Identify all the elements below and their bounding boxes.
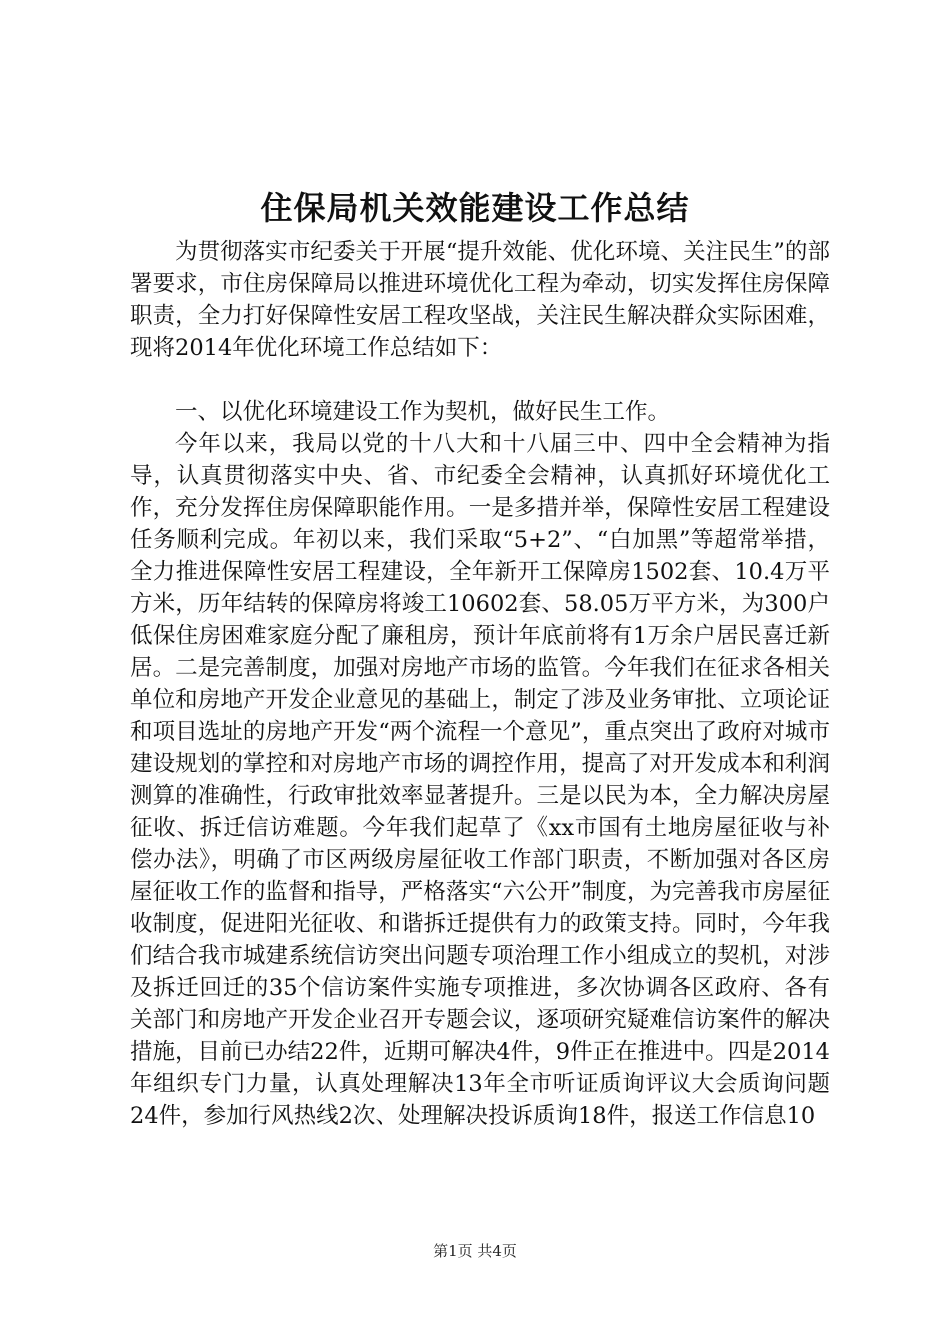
document-title: 住保局机关效能建设工作总结 (260, 189, 690, 227)
intro-paragraph: 为贯彻落实市纪委关于开展“提升效能、优化环境、关注民生”的部署要求，市住房保障局以推进环境优化工程为牵动，切实发挥住房保障职责，全力打好保障性安居工程攻坚战，关注民生解决群众实际困难，现将2014年优化环境工作总结如下： (130, 239, 830, 361)
section-heading: 一、以优化环境建设工作为契机，做好民生工作。 (175, 399, 671, 425)
paragraph-gap (130, 364, 830, 396)
document-body (130, 236, 830, 1132)
body-paragraph: 今年以来，我局以党的十八大和十八届三中、四中全会精神为指导，认真贯彻落实中央、省、市纪委全会精神，认真抓好环境优化工作，充分发挥住房保障职能作用。一是多措并举，保障性安居工程建设任务顺利完成。年初以来，我们采取“5+2”、“白加黑”等超常举措，全力推进保障性安居工程建设，全年新开工保障房1502套、10.4万平方米，历年结转的保障房将竣工10602套、58.05万平方米，为300户低保住房困难家庭分配了廉租房，预计年底前将有1万余户居民喜迁新居。二是完善制度，加强对房地产市场的监管。今年我们在征求各相关单位和房地产开发企业意见的基础上，制定了涉及业务审批、立项论证和项目选址的房地产开发“两个流程一个意见”，重点突出了政府对城市建设规划的掌控和对房地产市场的调控作用，提高了对开发成本和利润测算的准确性，行政审批效率显著提升。三是以民为本，全力解决房屋征收、拆迁信访难题。今年我们起草了《xx市国有土地房屋征收与补偿办法》，明确了市区两级房屋征收工作部门职责，不断加强对各区房屋征收工作的监督和指导，严格落实“六公开”制度，为完善我市房屋征收制度，促进阳光征收、和谐拆迁提供有力的政策支持。同时，今年我们结合我市城建系统信访突出问题专项治理工作小组成立的契机，对涉及拆迁回迁的35个信访案件实施专项推进，多次协调各区政府、各有关部门和房地产开发企业召开专题会议，逐项研究疑难信访案件的解决措施，目前已办结22件，近期可解决4件，9件正在推进中。四是2014年组织专门力量，认真处理解决13年全市听证质询评议大会质询问题24件，参加行风热线2次、处理解决投诉质询18件，报送工作信息10 (130, 431, 830, 1129)
page-number: 第1页 共4页 (433, 1242, 517, 1260)
